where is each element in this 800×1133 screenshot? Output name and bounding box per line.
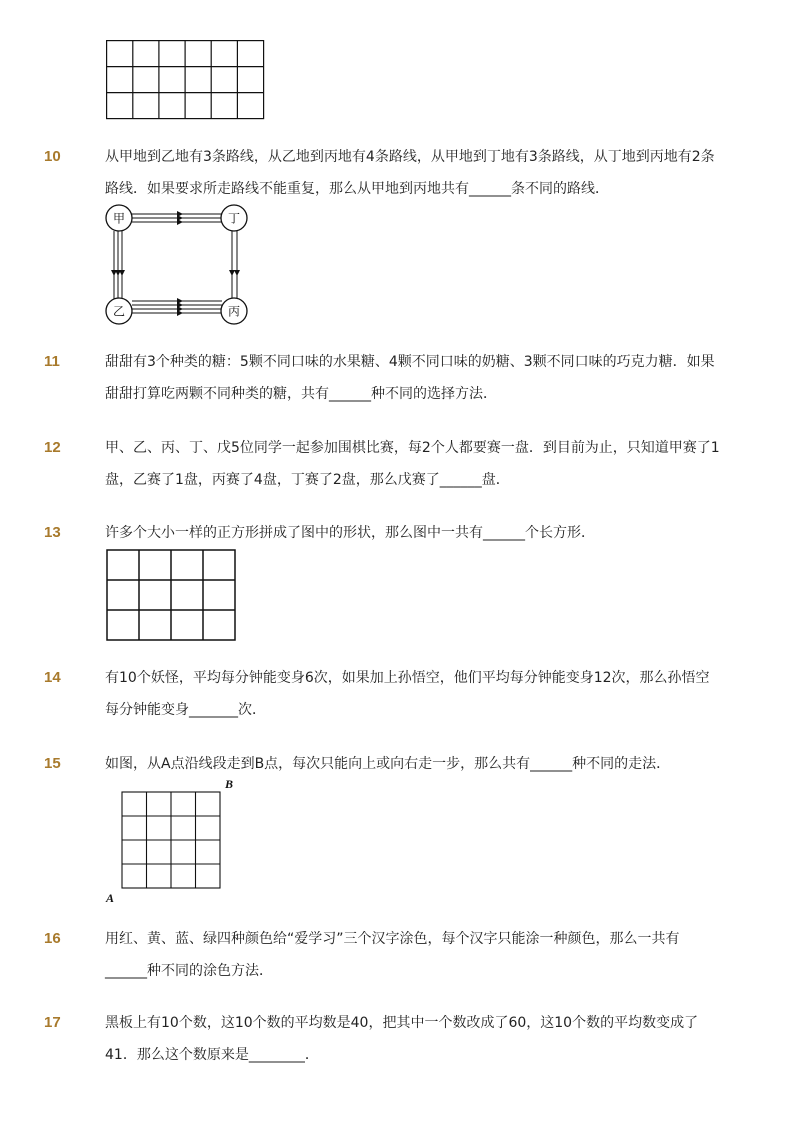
question-text: 甜甜有3个种类的糖：5颗不同口味的水果糖、4颗不同口味的奶糖、3颗不同口味的巧克力糖．如果甜甜打算吃两颗不同种类的糖，共有______种不同的选择方法． [105,354,715,402]
path-grid-figure [104,776,244,906]
question-number: 17 [44,1014,61,1031]
question-text: 如图，从A点沿线段走到B点，每次只能向上或向右走一步，那么共有______种不同的走法． [105,756,671,772]
question-number: 15 [44,755,61,772]
top-grid [106,40,266,120]
rect-grid-figure [106,549,238,643]
rect-grid [106,549,238,643]
question-text: 有10个妖怪，平均每分钟能变身6次，如果加上孙悟空，他们平均每分钟能变身12次，那么孙悟空每分钟能变身_______次． [105,670,710,718]
route-diagram [104,203,249,327]
question-number: 12 [44,439,61,456]
question-text: 从甲地到乙地有3条路线，从乙地到丙地有4条路线，从甲地到丁地有3条路线，从丁地到丙地有2条路线．如果要求所走路线不能重复，那么从甲地到丙地共有______条不同的路线． [105,149,715,197]
question-number: 13 [44,524,61,541]
question-text: 许多个大小一样的正方形拼成了图中的形状，那么图中一共有______个长方形． [105,525,595,541]
node-jia: 甲 [112,211,126,226]
question-number: 11 [44,353,60,370]
question-number: 14 [44,669,61,686]
node-ding: 丁 [227,211,241,226]
question-text: 用红、黄、蓝、绿四种颜色给“爱学习”三个汉字涂色，每个汉字只能涂一种颜色，那么一共有______种不同的涂色方法． [105,931,680,979]
question-text: 黑板上有10个数，这10个数的平均数是40，把其中一个数改成了60，这10个数的平均数变成了41．那么这个数原来是________． [105,1015,699,1063]
node-bing: 丙 [227,304,241,319]
node-yi: 乙 [112,304,126,319]
question-text: 甲、乙、丙、丁、戊5位同学一起参加围棋比赛，每2个人都要赛一盘．到目前为止，只知道甲赛了1盘，乙赛了1盘，丙赛了4盘，丁赛了2盘，那么戊赛了______盘． [105,440,720,488]
question-number: 16 [44,930,61,947]
label-a: A [106,891,115,905]
question-number: 10 [44,148,61,165]
label-b: B [225,777,234,791]
top-grid-figure [106,40,266,120]
